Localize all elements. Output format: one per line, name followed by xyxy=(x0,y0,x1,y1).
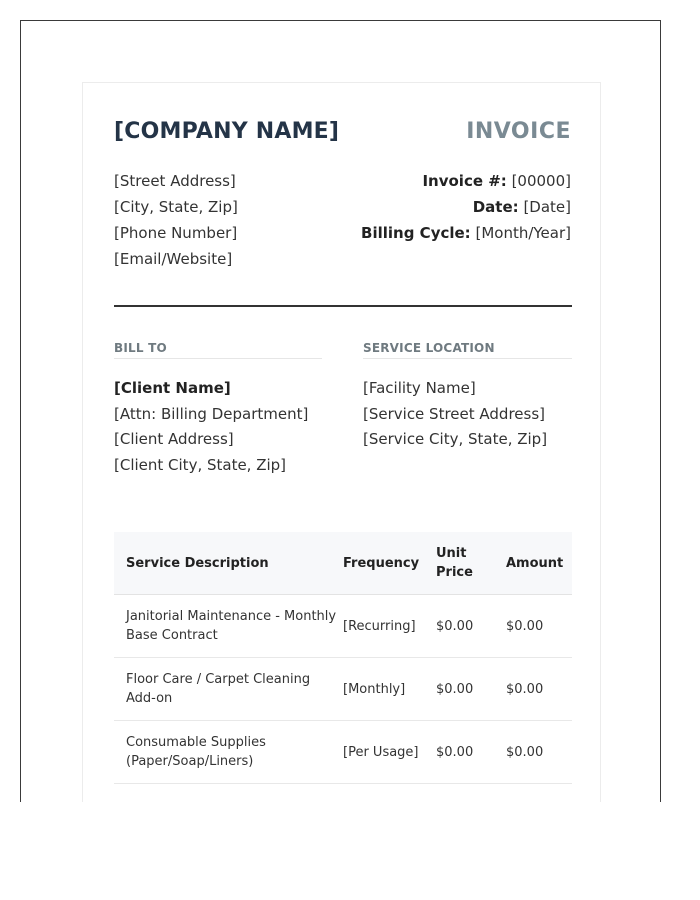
client-address: [Client Address] xyxy=(114,430,234,448)
cell-frequency: [Per Usage] xyxy=(343,721,436,784)
client-name: [Client Name] xyxy=(114,379,231,397)
invoice-date-label: Date: xyxy=(472,198,519,216)
company-street: [Street Address] xyxy=(114,172,236,190)
cell-unit-price: $0.00 xyxy=(436,595,506,658)
invoice-number-line xyxy=(361,170,571,196)
table-row xyxy=(114,658,572,721)
billing-cycle-label: Billing Cycle: xyxy=(361,224,471,242)
cell-description: Consumable Supplies (Paper/Soap/Liners) xyxy=(114,721,343,784)
bill-to-block xyxy=(114,377,308,479)
client-attn: [Attn: Billing Department] xyxy=(114,404,309,423)
company-phone: [Phone Number] xyxy=(114,224,238,242)
company-address xyxy=(114,170,238,274)
cell-frequency: [Recurring] xyxy=(343,595,436,658)
col-service-description: Service Description xyxy=(114,532,343,595)
invoice-number-value: [00000] xyxy=(511,172,571,190)
invoice-meta xyxy=(361,170,571,248)
table-header-row xyxy=(114,532,572,595)
cell-description: Janitorial Maintenance - Monthly Base Contract xyxy=(114,595,343,658)
billing-cycle-value: [Month/Year] xyxy=(475,224,571,242)
cell-unit-price: $0.00 xyxy=(436,658,506,721)
document-viewport xyxy=(20,20,661,802)
header-divider xyxy=(114,305,572,307)
invoice-page xyxy=(82,82,601,802)
billing-cycle-line xyxy=(361,222,571,248)
facility-name: [Facility Name] xyxy=(363,379,476,397)
service-location-block xyxy=(363,377,547,454)
col-amount: Amount xyxy=(506,532,572,595)
services-table xyxy=(114,532,572,784)
company-email-website: [Email/Website] xyxy=(114,250,233,268)
cell-description: Floor Care / Carpet Cleaning Add-on xyxy=(114,658,343,721)
cell-unit-price: $0.00 xyxy=(436,721,506,784)
company-city-state-zip: [City, State, Zip] xyxy=(114,198,238,216)
bill-to-heading: BILL TO xyxy=(114,341,322,359)
table-row xyxy=(114,595,572,658)
cell-amount: $0.00 xyxy=(506,721,572,784)
invoice-title: INVOICE xyxy=(466,119,571,144)
client-city-state-zip: [Client City, State, Zip] xyxy=(114,455,287,474)
service-city-state-zip: [Service City, State, Zip] xyxy=(363,430,548,448)
service-street-address: [Service Street Address] xyxy=(363,404,545,423)
company-name: [COMPANY NAME] xyxy=(114,119,340,144)
cell-amount: $0.00 xyxy=(506,658,572,721)
col-unit-price: Unit Price xyxy=(436,532,506,595)
col-frequency: Frequency xyxy=(343,532,436,595)
table-row xyxy=(114,721,572,784)
cell-frequency: [Monthly] xyxy=(343,658,436,721)
invoice-number-label: Invoice #: xyxy=(422,172,507,190)
service-location-heading: SERVICE LOCATION xyxy=(363,341,572,359)
invoice-date-value: [Date] xyxy=(523,198,571,216)
cell-amount: $0.00 xyxy=(506,595,572,658)
invoice-date-line xyxy=(361,196,571,222)
